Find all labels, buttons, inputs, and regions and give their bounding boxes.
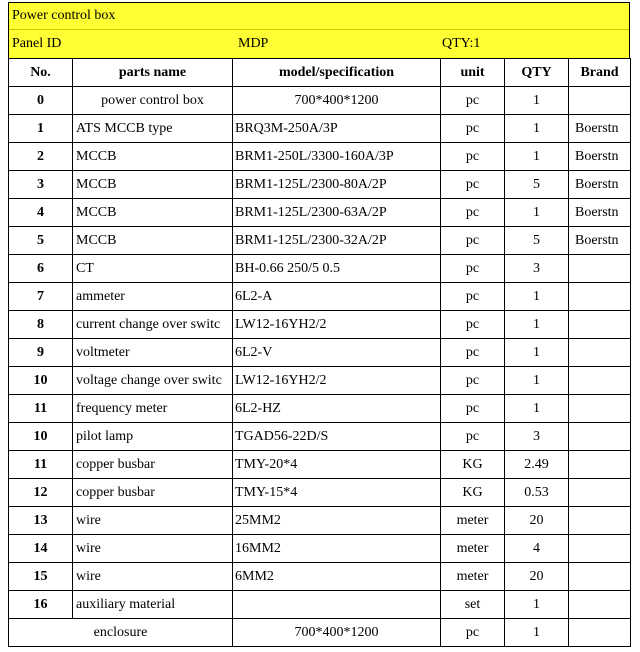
row-unit: meter xyxy=(441,563,505,591)
panel-qty: QTY:1 xyxy=(442,36,481,51)
table-row xyxy=(9,311,631,339)
enclosure-model: 700*400*1200 xyxy=(233,619,441,647)
row-model: 6L2-HZ xyxy=(233,395,441,423)
panel-info-row xyxy=(9,30,629,58)
row-parts-name: wire xyxy=(73,563,233,591)
row-brand xyxy=(569,563,631,591)
row-number: 8 xyxy=(9,311,73,339)
row-number: 13 xyxy=(9,507,73,535)
row-model: 6L2-V xyxy=(233,339,441,367)
row-model: 700*400*1200 xyxy=(233,87,441,115)
table-row xyxy=(9,423,631,451)
row-number: 10 xyxy=(9,423,73,451)
column-header-no: No. xyxy=(9,59,73,87)
table-row xyxy=(9,395,631,423)
row-parts-name: voltmeter xyxy=(73,339,233,367)
row-brand xyxy=(569,311,631,339)
row-model xyxy=(233,591,441,619)
table-row xyxy=(9,255,631,283)
row-brand: Boerstn xyxy=(569,171,631,199)
row-unit: pc xyxy=(441,311,505,339)
row-number: 2 xyxy=(9,143,73,171)
row-model: LW12-16YH2/2 xyxy=(233,311,441,339)
row-unit: pc xyxy=(441,199,505,227)
row-brand xyxy=(569,255,631,283)
row-model: TMY-15*4 xyxy=(233,479,441,507)
table-row xyxy=(9,227,631,255)
bom-sheet xyxy=(8,2,630,647)
sheet-title: Power control box xyxy=(9,3,629,30)
row-unit: pc xyxy=(441,395,505,423)
row-unit: pc xyxy=(441,367,505,395)
row-unit: meter xyxy=(441,507,505,535)
row-brand: Boerstn xyxy=(569,115,631,143)
table-row-enclosure xyxy=(9,619,631,647)
row-model: 6MM2 xyxy=(233,563,441,591)
row-number: 9 xyxy=(9,339,73,367)
row-qty: 1 xyxy=(505,591,569,619)
enclosure-brand xyxy=(569,619,631,647)
table-row xyxy=(9,283,631,311)
row-parts-name: MCCB xyxy=(73,227,233,255)
row-qty: 3 xyxy=(505,255,569,283)
row-number: 6 xyxy=(9,255,73,283)
table-row xyxy=(9,563,631,591)
row-brand xyxy=(569,479,631,507)
row-unit: KG xyxy=(441,451,505,479)
row-qty: 1 xyxy=(505,367,569,395)
table-row xyxy=(9,591,631,619)
row-number: 0 xyxy=(9,87,73,115)
table-row xyxy=(9,367,631,395)
table-row xyxy=(9,87,631,115)
row-unit: pc xyxy=(441,171,505,199)
column-header-brand: Brand xyxy=(569,59,631,87)
row-parts-name: copper busbar xyxy=(73,479,233,507)
row-unit: meter xyxy=(441,535,505,563)
row-parts-name: auxiliary material xyxy=(73,591,233,619)
row-qty: 20 xyxy=(505,563,569,591)
row-unit: pc xyxy=(441,255,505,283)
row-number: 12 xyxy=(9,479,73,507)
table-row xyxy=(9,199,631,227)
row-qty: 4 xyxy=(505,535,569,563)
row-number: 15 xyxy=(9,563,73,591)
table-row xyxy=(9,451,631,479)
row-unit: pc xyxy=(441,423,505,451)
row-parts-name: voltage change over switc xyxy=(73,367,233,395)
row-number: 4 xyxy=(9,199,73,227)
column-header-model: model/specification xyxy=(233,59,441,87)
row-model: LW12-16YH2/2 xyxy=(233,367,441,395)
row-unit: pc xyxy=(441,339,505,367)
row-unit: pc xyxy=(441,227,505,255)
row-brand xyxy=(569,339,631,367)
row-model: BH-0.66 250/5 0.5 xyxy=(233,255,441,283)
row-qty: 1 xyxy=(505,199,569,227)
row-model: BRM1-125L/2300-80A/2P xyxy=(233,171,441,199)
row-brand xyxy=(569,395,631,423)
row-model: 6L2-A xyxy=(233,283,441,311)
row-number: 14 xyxy=(9,535,73,563)
row-parts-name: MCCB xyxy=(73,199,233,227)
row-number: 10 xyxy=(9,367,73,395)
row-model: 16MM2 xyxy=(233,535,441,563)
row-brand xyxy=(569,87,631,115)
row-brand xyxy=(569,591,631,619)
column-header-unit: unit xyxy=(441,59,505,87)
row-qty: 1 xyxy=(505,395,569,423)
row-parts-name: copper busbar xyxy=(73,451,233,479)
row-unit: pc xyxy=(441,283,505,311)
row-unit: pc xyxy=(441,115,505,143)
row-qty: 2.49 xyxy=(505,451,569,479)
header-banner xyxy=(8,2,630,58)
table-row xyxy=(9,507,631,535)
row-unit: KG xyxy=(441,479,505,507)
row-number: 1 xyxy=(9,115,73,143)
enclosure-qty: 1 xyxy=(505,619,569,647)
row-parts-name: wire xyxy=(73,507,233,535)
row-brand: Boerstn xyxy=(569,227,631,255)
row-qty: 20 xyxy=(505,507,569,535)
row-parts-name: power control box xyxy=(73,87,233,115)
row-model: BRQ3M-250A/3P xyxy=(233,115,441,143)
table-header-row xyxy=(9,59,631,87)
row-parts-name: CT xyxy=(73,255,233,283)
table-body xyxy=(9,87,631,619)
column-header-parts-name: parts name xyxy=(73,59,233,87)
row-parts-name: wire xyxy=(73,535,233,563)
row-model: BRM1-125L/2300-63A/2P xyxy=(233,199,441,227)
row-qty: 5 xyxy=(505,227,569,255)
row-brand xyxy=(569,283,631,311)
enclosure-name: enclosure xyxy=(9,619,233,647)
row-model: BRM1-250L/3300-160A/3P xyxy=(233,143,441,171)
panel-id-label: Panel ID xyxy=(12,36,62,51)
row-brand xyxy=(569,423,631,451)
row-model: BRM1-125L/2300-32A/2P xyxy=(233,227,441,255)
row-parts-name: MCCB xyxy=(73,143,233,171)
column-header-qty: QTY xyxy=(505,59,569,87)
row-parts-name: ATS MCCB type xyxy=(73,115,233,143)
table-row xyxy=(9,535,631,563)
row-parts-name: MCCB xyxy=(73,171,233,199)
row-qty: 1 xyxy=(505,283,569,311)
row-model: TMY-20*4 xyxy=(233,451,441,479)
row-parts-name: ammeter xyxy=(73,283,233,311)
row-number: 7 xyxy=(9,283,73,311)
row-qty: 1 xyxy=(505,311,569,339)
row-brand xyxy=(569,507,631,535)
row-brand: Boerstn xyxy=(569,143,631,171)
row-brand xyxy=(569,451,631,479)
row-model: TGAD56-22D/S xyxy=(233,423,441,451)
row-number: 5 xyxy=(9,227,73,255)
row-qty: 3 xyxy=(505,423,569,451)
panel-id-value: MDP xyxy=(238,36,269,51)
row-number: 11 xyxy=(9,451,73,479)
row-qty: 1 xyxy=(505,143,569,171)
row-number: 11 xyxy=(9,395,73,423)
row-parts-name: current change over switc xyxy=(73,311,233,339)
row-number: 16 xyxy=(9,591,73,619)
row-number: 3 xyxy=(9,171,73,199)
table-row xyxy=(9,143,631,171)
table-row xyxy=(9,339,631,367)
row-model: 25MM2 xyxy=(233,507,441,535)
row-qty: 1 xyxy=(505,115,569,143)
row-unit: set xyxy=(441,591,505,619)
row-qty: 1 xyxy=(505,87,569,115)
row-brand xyxy=(569,367,631,395)
row-qty: 5 xyxy=(505,171,569,199)
enclosure-unit: pc xyxy=(441,619,505,647)
parts-table xyxy=(8,58,631,647)
row-qty: 1 xyxy=(505,339,569,367)
row-brand: Boerstn xyxy=(569,199,631,227)
table-row xyxy=(9,115,631,143)
table-row xyxy=(9,171,631,199)
table-row xyxy=(9,479,631,507)
row-qty: 0.53 xyxy=(505,479,569,507)
row-parts-name: frequency meter xyxy=(73,395,233,423)
row-brand xyxy=(569,535,631,563)
row-unit: pc xyxy=(441,87,505,115)
row-parts-name: pilot lamp xyxy=(73,423,233,451)
row-unit: pc xyxy=(441,143,505,171)
